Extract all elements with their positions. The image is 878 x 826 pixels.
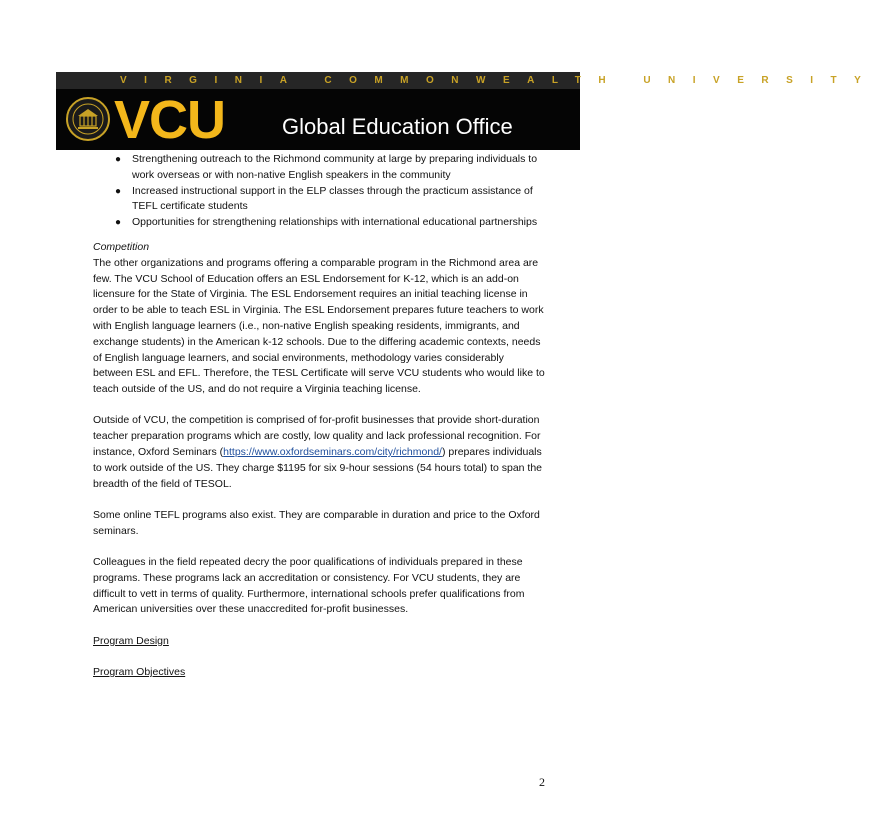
oxford-seminars-link[interactable]: https://www.oxfordseminars.com/city/richmond/ <box>223 446 442 459</box>
program-design-heading: Program Design <box>93 634 169 647</box>
program-objectives-heading: Program Objectives <box>93 666 186 679</box>
competition-heading: Competition <box>93 240 150 253</box>
vcu-logo: VCU <box>114 90 226 150</box>
bullet-icon: ● <box>115 217 122 229</box>
list-item: ● Opportunities for strengthening relationships with international educational partnerships <box>93 215 545 231</box>
header-banner <box>56 72 878 150</box>
list-item: ● Increased instructional support in the ELP classes through the practicum assistance of TEFL certificate students <box>115 184 533 213</box>
competition-paragraph-4: Colleagues in the field repeated decry the poor qualifications of individuals prepared in these programs. These programs lack an accreditation or consistency. For VCU students, they are difficult to vett in terms of quality. Furthermore, international schools prefer qualifications from American universities over these unaccredited for-profit businesses. <box>93 556 525 616</box>
office-name: Global Education Office <box>282 114 513 139</box>
bullet-icon: ● <box>115 185 122 197</box>
university-name-stripe: VIRGINIA COMMONWEALTH UNIVERSITY <box>56 72 580 89</box>
benefits-list <box>93 152 545 231</box>
university-seal-icon <box>66 97 110 141</box>
bullet-icon: ● <box>115 154 122 165</box>
competition-paragraph-2: Outside of VCU, the competition is comprised of for-profit businesses that provide short-duration teacher preparation programs which are costly, low quality and lack professional recognition. For instance, Oxford Seminars (https://www.oxfordseminars.com/city/richmond/) prepares individuals to work outside of the US. They charge $1195 for six 9-hour sessions (54 hours total) to span the breadth of the field of TESOL. <box>93 414 543 490</box>
list-item: ● Strengthening outreach to the Richmond community at large by preparing individuals to work overseas or with non-native English speakers in the community <box>115 153 538 181</box>
competition-paragraph-1: The other organizations and programs offering a comparable program in the Richmond area are few. The VCU School of Education offers an ESL Endorsement for K-12, which is an add-on licensure for the State of Virginia. The ESL Endorsement requires an initial teaching license in order to be able to teach ESL in Virginia. The ESL Endorsement prepares future teachers to work with English language learners (i.e., non-native English speaking residents, immigrants, and exchange students) in the American k-12 schools. Due to the differing academic contexts, needs of English language learners, and social environments, methodology varies considerably between ESL and EFL. Therefore, the TESL Certificate will serve VCU students who would like to teach outside of the US, and do not require a Virginia teaching license. <box>93 256 545 396</box>
document-body <box>93 152 545 696</box>
page-number: 2 <box>539 775 545 789</box>
competition-paragraph-3: Some online TEFL programs also exist. They are comparable in duration and price to the Oxford seminars. <box>93 508 540 537</box>
